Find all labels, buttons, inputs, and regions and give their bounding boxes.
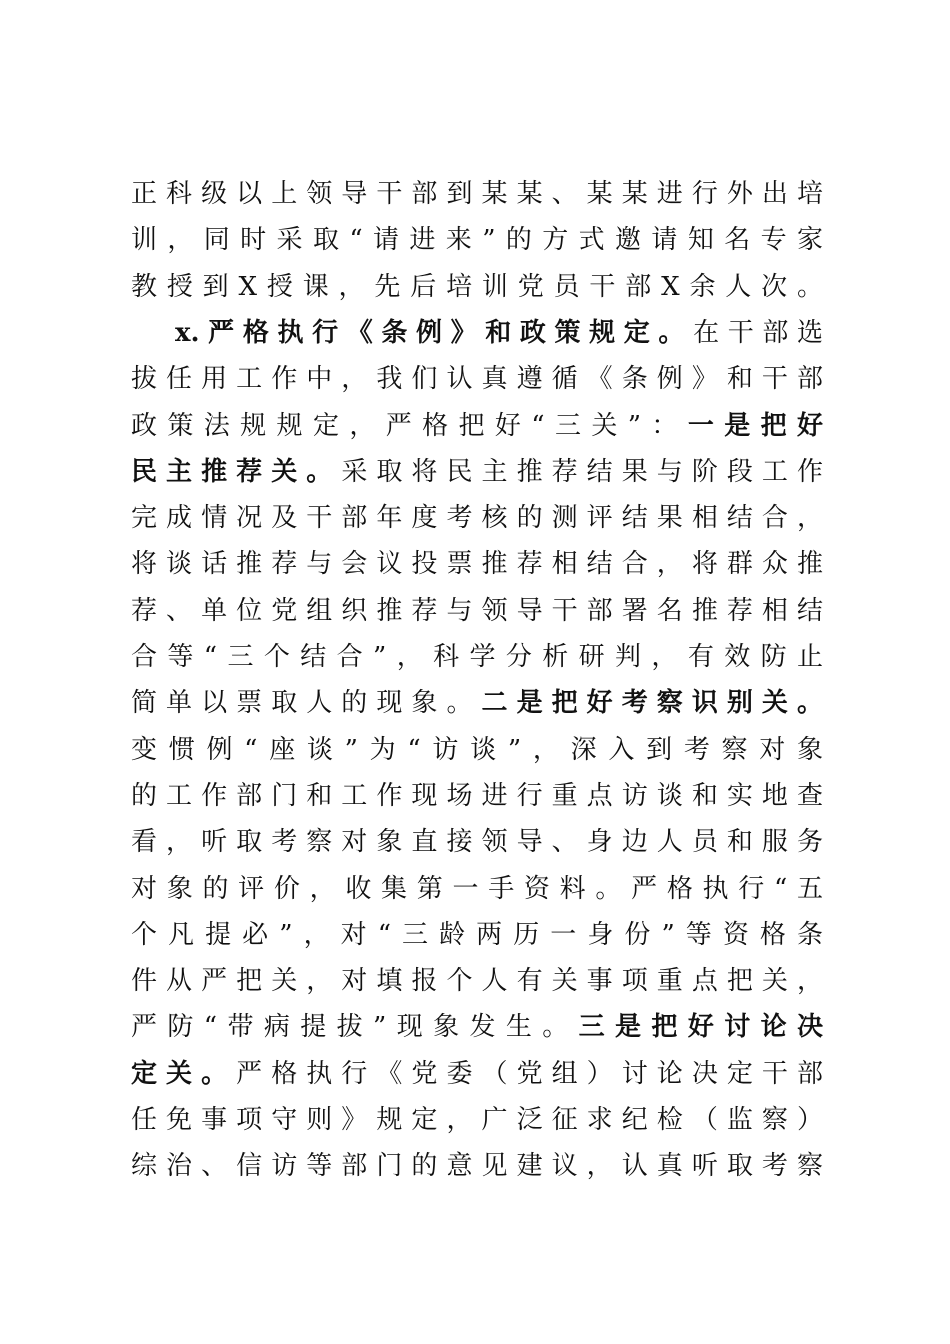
text-segment: 个凡提必”，对“三龄两历一身份”等资格条 xyxy=(131,920,823,950)
text-line xyxy=(131,869,823,909)
bold-text-segment: 定关。 xyxy=(131,1059,237,1089)
text-line xyxy=(131,637,823,677)
text-line xyxy=(131,915,823,955)
bold-text-segment: 三是把好讨论决 xyxy=(578,1012,823,1042)
text-segment: 看，听取考察对象直接领导、身边人员和服务 xyxy=(131,827,823,857)
text-line xyxy=(131,544,823,584)
text-line xyxy=(131,498,823,538)
text-segment: 综治、信访等部门的意见建议，认真听取考察 xyxy=(131,1151,823,1181)
text-line xyxy=(131,776,823,816)
text-segment: 政策法规规定，严格把好“三关”： xyxy=(131,411,688,441)
text-segment: 将谈话推荐与会议投票推荐相结合，将群众推 xyxy=(131,549,823,579)
bold-text-segment: 一是把好 xyxy=(687,411,823,441)
text-segment: 的工作部门和工作现场进行重点访谈和实地查 xyxy=(131,781,823,811)
bold-text-segment: x.严格执行《条例》和政策规定。 xyxy=(175,318,694,348)
text-segment: 训，同时采取“请进来”的方式邀请知名专家 xyxy=(131,225,823,255)
text-line xyxy=(131,961,823,1001)
text-line xyxy=(131,1100,823,1140)
text-segment: 正科级以上领导干部到某某、某某进行外出培 xyxy=(131,179,823,209)
text-segment: 严防“带病提拔”现象发生。 xyxy=(131,1012,579,1042)
text-segment: 荐、单位党组织推荐与领导干部署名推荐相结 xyxy=(131,596,823,626)
text-line xyxy=(131,1007,823,1047)
text-segment: 简单以票取人的现象。 xyxy=(131,688,482,718)
text-segment: 变惯例“座谈”为“访谈”，深入到考察对象 xyxy=(131,735,823,765)
text-segment: 对象的评价，收集第一手资料。严格执行“五 xyxy=(131,874,823,904)
text-line xyxy=(131,174,823,214)
text-segment: 采取将民主推荐结果与阶段工作 xyxy=(341,457,823,487)
text-line xyxy=(131,406,823,446)
text-line xyxy=(131,1146,823,1186)
text-line xyxy=(131,683,823,723)
text-segment: 教授到X授课，先后培训党员干部X余人次。 xyxy=(131,272,823,302)
text-line xyxy=(131,359,823,399)
text-segment: 在干部选 xyxy=(693,318,823,348)
text-segment: 完成情况及干部年度考核的测评结果相结合， xyxy=(131,503,823,533)
text-segment: 拔任用工作中，我们认真遵循《条例》和干部 xyxy=(131,364,823,394)
bold-text-segment: 二是把好考察识别关。 xyxy=(481,688,823,718)
text-line xyxy=(131,591,823,631)
text-segment: 任免事项守则》规定，广泛征求纪检（监察） xyxy=(131,1105,823,1135)
bold-text-segment: 民主推荐关。 xyxy=(131,457,342,487)
text-line xyxy=(131,730,823,770)
text-line xyxy=(175,313,823,353)
text-line xyxy=(131,267,823,307)
text-line xyxy=(131,1054,823,1094)
text-line xyxy=(131,822,823,862)
text-segment: 严格执行《党委（党组）讨论决定干部 xyxy=(236,1059,823,1089)
text-line xyxy=(131,452,823,492)
text-line xyxy=(131,220,823,260)
text-segment: 件从严把关，对填报个人有关事项重点把关， xyxy=(131,966,823,996)
text-segment: 合等“三个结合”，科学分析研判，有效防止 xyxy=(131,642,823,672)
